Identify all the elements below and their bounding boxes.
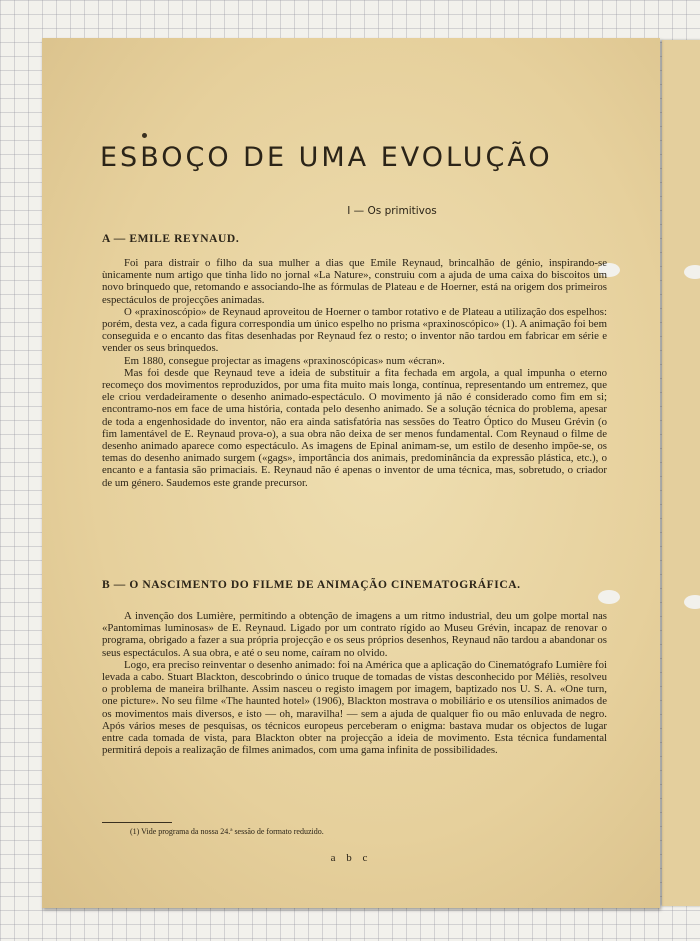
document-title: ESBOÇO DE UMA EVOLUÇÃO — [100, 142, 553, 173]
punch-hole — [684, 265, 700, 279]
section-subtitle: I — Os primitivos — [347, 205, 437, 217]
next-page-edge — [662, 40, 700, 906]
footnote: (1) Vide programa da nossa 24.ª sessão de formato reduzido. — [130, 827, 324, 836]
section-a-body — [102, 257, 607, 489]
document-page — [42, 38, 660, 908]
page-mark: a b c — [330, 852, 372, 864]
paragraph: O «praxinoscópio» de Reynaud aproveitou de Hoerner o tambor rotativo e de Plateau a utilização dos espelhos: porém, desta vez, a cada figura correspondia um único espelho no prisma «praxinoscópico» (1). A animação foi bem conseguida e o encanto das fitas desenhadas por Reynaud fez o resto; o inventor não tardou em fabricar em série e vender os seus brinquedos. — [102, 305, 607, 355]
punch-hole — [598, 590, 620, 604]
punch-hole — [684, 595, 700, 609]
paragraph: A invenção dos Lumière, permitindo a obtenção de imagens a um ritmo industrial, deu um golpe mortal nas «Pantomimas luminosas» de E. Reynaud. Ligado por um contrato rígido ao Museu Grévin, incapaz de renovar o programa, obrigado a fazer a sua própria projecção e os seus próprios desenhos, Reynaud não tardou a abandonar os seus espectáculos. A sua obra, e até o seu nome, caíram no olvido. — [102, 610, 607, 659]
paragraph: Mas foi desde que Reynaud teve a ideia de substituir a fita fechada em argola, a qual impunha o eterno recomeço dos movimentos reproduzidos, por uma fita muito mais longa, contínua, representando um entremez, que ele criou verdadeiramente o desenho animado-espectáculo. O movimento já não é considerado como fim em si; encontramo-nos em face de uma história, contada pelo desenho animado. Se a solução técnica do problema, apesar de toda a engenhosidade do inventor, não era ainda satisfatória nas sessões do Teatro Óptico do Museu Grévin (o fim lamentável de E. Reynaud prova-o), a sua obra não deixa de ser menos fundamental. Com Reynaud o filme de desenho animado aparece como espectáculo. As imagens de Epinal animam-se, um estilo de desenho impõe-se, os temas do desenho animado surgem («gags», importância dos animais, predominância da expressão plástica, etc.), o encanto e a fantasia são primaciais. E. Reynaud não é apenas o inventor de uma técnica, mas, sobretudo, o criador de um género. Saudemos este grande precursor. — [102, 366, 607, 489]
footnote-rule — [102, 822, 172, 823]
paragraph: Foi para distrair o filho da sua mulher a dias que Emile Reynaud, brincalhão de génio, inspirando-se ùnicamente num artigo que tinha lido no jornal «La Nature», construiu com a ajuda de uma caixa do biscoitos um novo brinquedo que, retomando e associando-lhe as fórmulas de Plateau e de Hoerner, está na origem dos primeiros espectáculos de projecções animadas. — [102, 257, 607, 306]
section-b-heading: B — O NASCIMENTO DO FILME DE ANIMAÇÃO CINEMATOGRÁFICA. — [102, 579, 521, 591]
section-a-heading: A — EMILE REYNAUD. — [102, 233, 240, 245]
paragraph: Em 1880, consegue projectar as imagens «praxinoscópicas» num «écran». — [124, 354, 445, 367]
section-b-body — [102, 610, 607, 756]
paragraph: Logo, era preciso reinventar o desenho animado: foi na América que a aplicação do Cinematógrafo Lumière foi levada a cabo. Stuart Blackton, descobrindo o único truque de tomadas de vistas desconhecido por Méliès, resolveu o problema de maneira brilhante. Assim nasceu o registo imagem por imagem, baptizado nos U. S. A. «One turn, one picture». No seu filme «The haunted hotel» (1906), Blackton mostrava o mobiliário e os utensílios animados de os movimentos mais diversos, e isto — oh, maravilha! — sem a ajuda de qualquer fio ou mão enluvada de negro. Após vários meses de pesquisas, os técnicos europeus perceberam o enigma: bastava mudar os objectos de lugar entre cada tomada de vista, para Blackton obter na projecção a ideia de movimento. Esta técnica fundamental permitirá depois a realização de filmes animados, com uma gama infinita de possibilidades. — [102, 658, 607, 757]
ink-dot — [142, 133, 147, 138]
